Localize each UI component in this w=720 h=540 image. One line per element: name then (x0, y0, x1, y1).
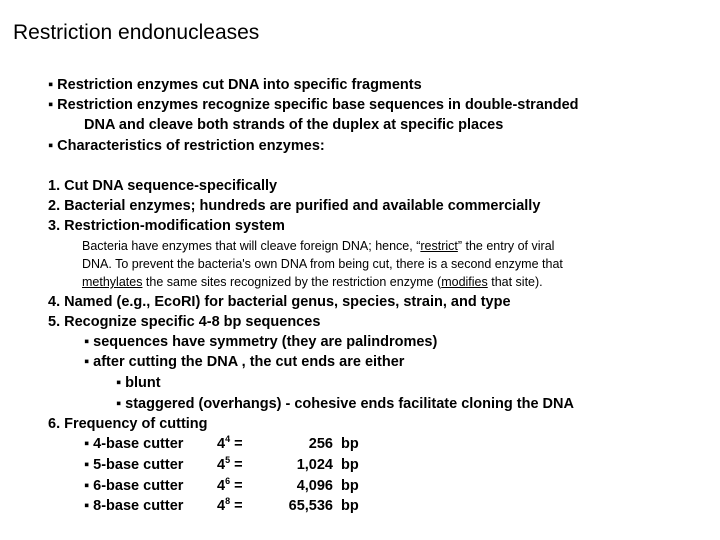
cutter-value: 65,536 (288, 498, 333, 514)
formula-base: 4 (217, 478, 226, 494)
cutter-unit: bp (341, 457, 359, 473)
formula-base: 4 (217, 498, 226, 514)
item-6: 6. Frequency of cutting (48, 416, 208, 432)
item-5-sub-1: ▪ sequences have symmetry (they are palindromes) (84, 334, 438, 350)
cutter-value: 256 (308, 436, 333, 452)
formula-exp: 5 (225, 455, 231, 465)
equals-sign: = (234, 498, 243, 514)
note-text: that site). (487, 275, 543, 289)
note-line-3 (82, 274, 543, 291)
note-modifies: modifies (441, 275, 488, 289)
cutter-row (84, 497, 359, 515)
intro-bullet-1: ▪ Restriction enzymes cut DNA into specific fragments (48, 77, 422, 93)
item-5-sub-2: ▪ after cutting the DNA , the cut ends are either (84, 354, 405, 370)
cutter-unit: bp (341, 478, 359, 494)
note-text: the same sites recognized by the restriction enzyme ( (142, 275, 442, 289)
item-5-subsub-2: ▪ staggered (overhangs) - cohesive ends facilitate cloning the DNA (116, 396, 574, 412)
cutter-unit: bp (341, 498, 359, 514)
cutter-formula (217, 477, 275, 495)
formula-exp: 6 (225, 476, 231, 486)
cutter-value: 1,024 (296, 457, 333, 473)
cutter-row (84, 477, 359, 495)
cutter-formula (217, 435, 275, 453)
item-5: 5. Recognize specific 4-8 bp sequences (48, 314, 321, 330)
cutter-unit: bp (341, 436, 359, 452)
intro-bullet-3: ▪ Characteristics of restriction enzymes: (48, 138, 325, 154)
note-text: ” the entry of viral (457, 239, 555, 253)
cutter-label: ▪ 6-base cutter (84, 478, 184, 494)
item-1: 1. Cut DNA sequence-specifically (48, 178, 278, 194)
equals-sign: = (234, 436, 243, 452)
equals-sign: = (234, 478, 243, 494)
cutter-row (84, 456, 359, 474)
item-2: 2. Bacterial enzymes; hundreds are purified and available commercially (48, 198, 541, 214)
note-line-1 (82, 238, 554, 255)
item-5-subsub-1: ▪ blunt (116, 375, 161, 391)
cutter-label: ▪ 4-base cutter (84, 436, 184, 452)
cutter-label: ▪ 5-base cutter (84, 457, 184, 473)
equals-sign: = (234, 457, 243, 473)
item-3: 3. Restriction-modification system (48, 218, 285, 234)
cutter-formula (217, 456, 275, 474)
intro-bullet-2: ▪ Restriction enzymes recognize specific base sequences in double-stranded (48, 97, 579, 113)
formula-base: 4 (217, 457, 226, 473)
note-text: Bacteria have enzymes that will cleave foreign DNA; hence, “ (82, 239, 421, 253)
cutter-value: 4,096 (296, 478, 333, 494)
note-restrict: restrict (420, 239, 458, 253)
cutter-label: ▪ 8-base cutter (84, 498, 184, 514)
cutter-formula (217, 497, 275, 515)
formula-base: 4 (217, 436, 226, 452)
intro-bullet-2-cont: DNA and cleave both strands of the duplex at specific places (84, 117, 504, 133)
note-line-2: DNA. To prevent the bacteria's own DNA from being cut, there is a second enzyme that (82, 257, 563, 271)
item-4: 4. Named (e.g., EcoRI) for bacterial genus, species, strain, and type (48, 294, 511, 310)
formula-exp: 4 (225, 434, 231, 444)
cutter-row (84, 435, 359, 453)
page-title: Restriction endonucleases (13, 21, 260, 44)
note-methylates: methylates (82, 275, 143, 289)
formula-exp: 8 (225, 496, 231, 506)
